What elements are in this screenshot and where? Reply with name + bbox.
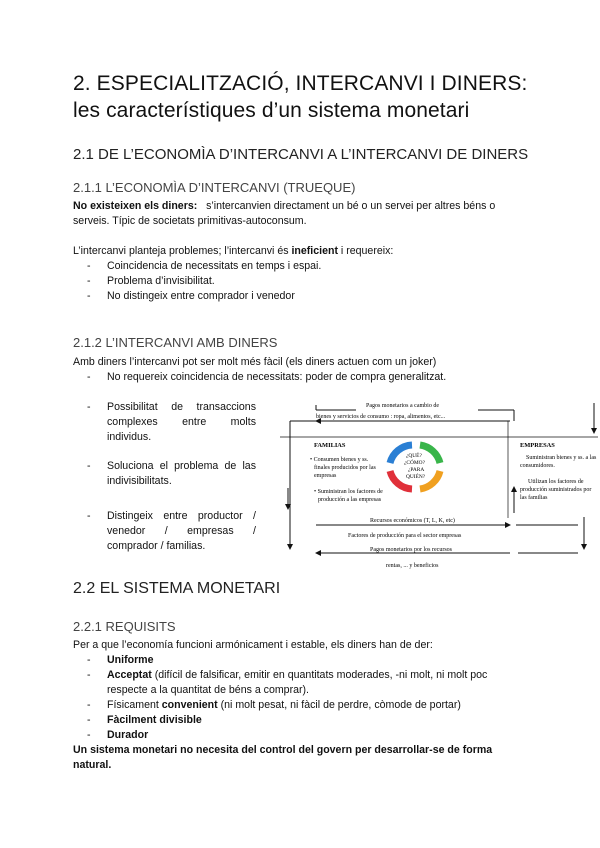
req-acceptat-cont: respecte a la quantitat de béns a comprar). [107, 684, 309, 696]
diagram-emp2: consumidores. [520, 463, 555, 469]
diagram-fam5: producción a las empresas [318, 497, 382, 503]
diagram-fam4: • Suministran los factores de [314, 489, 383, 495]
page-title [73, 70, 527, 124]
section-2-2-heading: 2.2 EL SISTEMA MONETARI [73, 580, 281, 597]
req3-bold: convenient [161, 699, 218, 711]
list-item: - No requereix coincidencia de necessitats: poder de compra generalitzat. [73, 370, 543, 385]
diagram-fam3: empresas [314, 473, 337, 479]
benefit-3-line1: - Soluciona el problema de las [107, 460, 256, 472]
req-acceptat: Acceptat [107, 669, 152, 681]
diagram-fam1: • Consumen bienes y ss. [310, 457, 369, 463]
diagram-bot3: Pagos monetarios por los recursos [370, 547, 452, 553]
list-item: - Coincidencia de necessitats en temps i espai. [73, 259, 533, 274]
diagram-bot1: Recursos económicos (T, L, K, etc) [370, 518, 455, 524]
benefit-2-line2: complexes entre molts [107, 416, 256, 428]
req3-post: (ni molt pesat, ni fàcil de perdre, còmode de portar) [217, 699, 461, 711]
benefit-2-line3: individus. [107, 431, 152, 443]
diagram-emp3: Utilizan los factores de [528, 479, 584, 485]
barter-lead-text2: serveis. Típic de societats primitivas-autoconsum. [73, 215, 307, 227]
diagram-top1: Pagos monetarios a cambio de [366, 403, 439, 409]
list-item [73, 653, 533, 668]
list-item: - Problema d’invisibilitat. [73, 274, 533, 289]
diagram-familias: FAMILIAS [314, 442, 346, 449]
money-exchange-intro [73, 355, 543, 385]
money-benefits-list [73, 400, 256, 554]
diagram-bot2: Factores de producción para el sector empresas [348, 533, 462, 539]
money-intro: Amb diners l’intercanvi pot ser molt més fàcil (els diners actuen com un joker) [73, 356, 437, 368]
diagram-emp4: producción suministrados por [520, 487, 592, 493]
diagram-fam2: finales producidos por las [314, 465, 376, 471]
page-title-line2: les característiques d’un sistema monetari [73, 99, 470, 122]
conclusion-line2: natural. [73, 759, 112, 771]
requirements-block [73, 638, 533, 773]
list-item [73, 698, 533, 713]
page-title-line1: 2. ESPECIALITZACIÓ, INTERCANVI I DINERS: [73, 72, 528, 95]
requirements-list [73, 653, 533, 743]
benefit-3-line2: indivisibilitats. [107, 475, 172, 487]
req3-pre: Físicament [107, 699, 162, 711]
diagram-bot4: rentas, ... y beneficios [386, 563, 439, 569]
barter-problems [73, 244, 533, 304]
list-item: - No distingeix entre comprador i venedor [73, 289, 533, 304]
section-2-2-1-heading: 2.2.1 REQUISITS [73, 619, 176, 634]
diagram-emp5: las familias [520, 495, 548, 501]
benefit-4-line1: - Distingeix entre productor / [107, 510, 256, 522]
diagram-empresas: EMPRESAS [520, 442, 555, 449]
conclusion-line1: Un sistema monetari no necesita del control del govern per desarrollar-se de forma [73, 744, 493, 756]
section-2-1-heading: 2.1 DE L’ECONOMÌA D’INTERCANVI A L’INTERCANVI DE DINERS [73, 146, 529, 163]
problems-bold: ineficient [291, 245, 338, 257]
req-durador: Durador [107, 729, 149, 741]
section-2-1-1-heading: 2.1.1 L’ECONOMÌA D’INTERCANVI (TRUEQUE) [73, 180, 356, 195]
cycle-label: ¿PARA [408, 467, 425, 473]
barter-lead-text1: s’intercanvien directament un bé o un servei per altres béns o [206, 200, 496, 212]
money-first-list [73, 370, 543, 385]
decision-cycle-icon [390, 445, 440, 489]
list-item [73, 509, 256, 554]
list-item [73, 459, 256, 489]
list-item [73, 668, 533, 698]
req-acceptat-text: (difícil de falsificar, emitir en quantitats moderades, -ni molt, ni molt poc [151, 669, 488, 681]
benefit-4-line3: comprador / familias. [107, 540, 206, 552]
benefit-2-line1: - Possibilitat de transaccions [107, 401, 256, 413]
circular-flow-diagram [278, 393, 600, 573]
list-item [73, 400, 256, 445]
diagram-emp1: Suministran bienes y ss. a las [526, 455, 597, 461]
problems-post: i requereix: [337, 245, 394, 257]
cycle-label: ¿QUÉ? [406, 453, 422, 459]
cycle-label: QUIÉN? [406, 474, 426, 480]
benefit-4-line2: venedor / empresas / [107, 525, 256, 537]
list-item [73, 713, 533, 728]
barter-lead-bold: No existeixen els diners: [73, 200, 198, 212]
barter-problems-list [73, 259, 533, 304]
barter-definition [73, 199, 533, 229]
requirements-intro: Per a que l’economía funcioni armónicament i estable, els diners han de der: [73, 639, 433, 651]
problems-pre: L’intercanvi planteja problemes; l’intercanvi és [73, 245, 292, 257]
cycle-label: ¿CÓMO? [404, 460, 425, 466]
req-uniforme: Uniforme [107, 654, 154, 666]
diagram-top2: bienes y servicios de consumo : ropa, alimentos, etc... [316, 414, 446, 420]
req-divisible: Fàcilment divisible [107, 714, 202, 726]
list-item [73, 728, 533, 743]
section-2-1-2-heading: 2.1.2 L’INTERCANVI AMB DINERS [73, 335, 278, 350]
